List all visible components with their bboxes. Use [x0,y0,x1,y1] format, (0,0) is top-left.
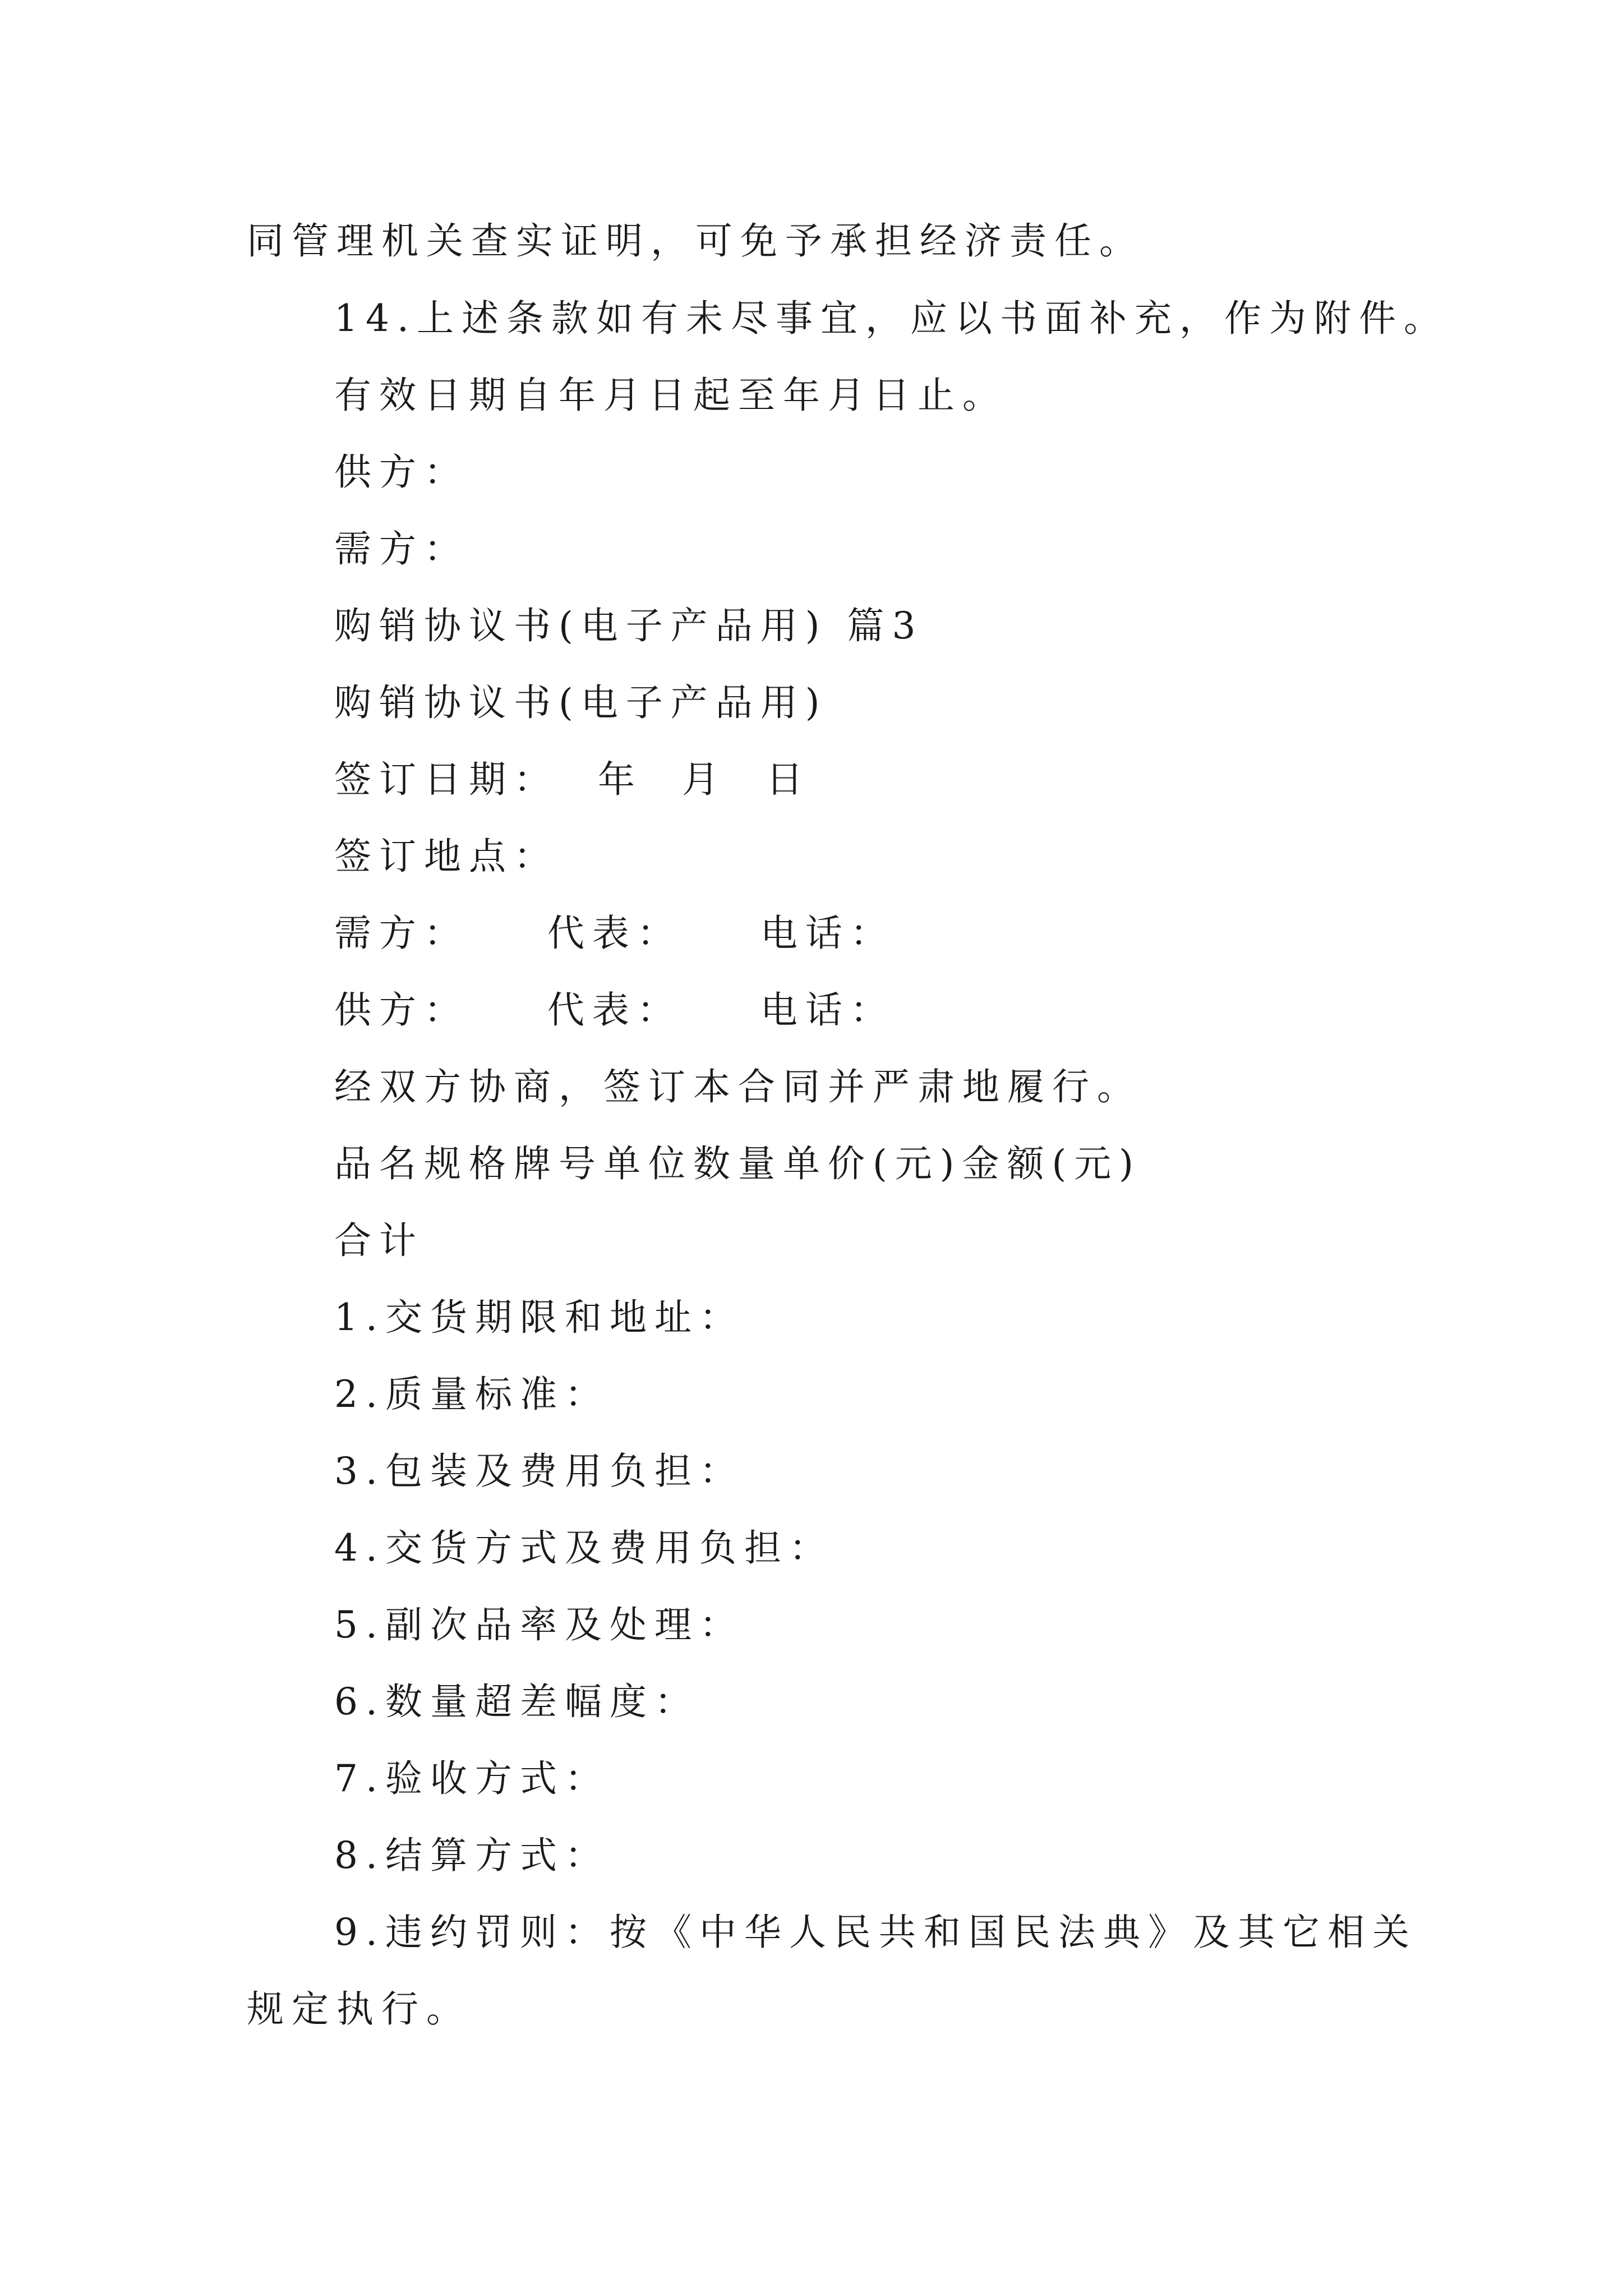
text-line-clause-4: 4.交货方式及费用负担： [334,1526,834,1570]
text-line-validity-period: 有效日期自年月日起至年月日止。 [334,374,1007,417]
text-line-clause-1: 1.交货期限和地址： [334,1296,744,1339]
text-line-clause-9-cont: 规定执行。 [247,1987,471,2031]
text-line-clause-14: 14.上述条款如有未尽事宜，应以书面补充，作为附件。 [334,297,1449,340]
text-line-clause-5: 5.副次品率及处理： [334,1603,744,1646]
section-heading: 购销协议书(电子产品用) 篇3 [334,604,924,647]
text-line-signing-place: 签订地点： [334,835,559,878]
text-line-buyer: 需方： [334,527,469,570]
text-line-supplier: 供方： [334,450,469,494]
text-line-clause-6: 6.数量超差幅度： [334,1680,699,1723]
text-line-buyer-contact: 需方： 代表： 电话： [334,912,895,955]
text-line-clause-7: 7.验收方式： [334,1757,610,1800]
text-line-signing-date: 签订日期： 年 月 日 [334,758,811,801]
document-title: 购销协议书(电子产品用) [334,681,828,724]
text-line-supplier-contact: 供方： 代表： 电话： [334,988,895,1032]
text-line-clause-3: 3.包装及费用负担： [334,1450,744,1493]
text-line-continuation: 同管理机关查实证明，可免予承担经济责任。 [247,219,1144,263]
text-line-clause-9: 9.违约罚则：按《中华人民共和国民法典》及其它相关 [334,1911,1417,1954]
text-line-total: 合计 [334,1219,424,1262]
text-line-table-headers: 品名规格牌号单位数量单价(元)金额(元) [334,1142,1141,1185]
text-line-agreement: 经双方协商，签订本合同并严肃地履行。 [334,1065,1142,1108]
text-line-clause-8: 8.结算方式： [334,1834,610,1877]
text-line-clause-2: 2.质量标准： [334,1373,610,1416]
